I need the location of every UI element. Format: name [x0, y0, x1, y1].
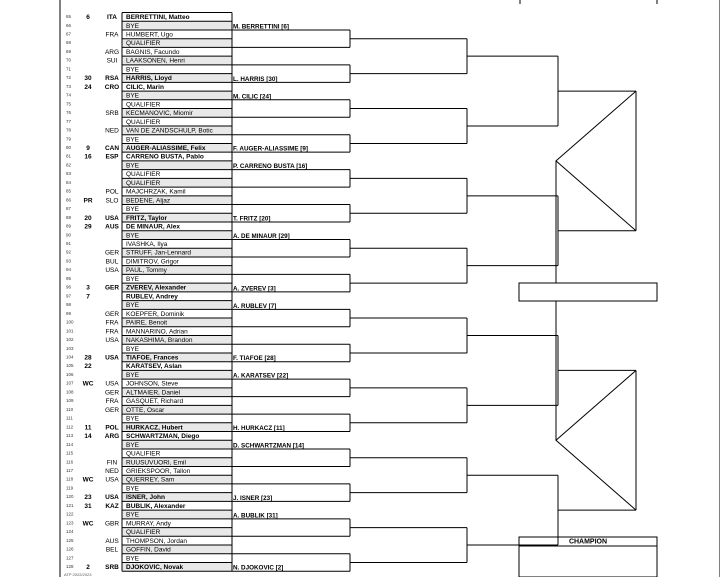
player-name: CILIC, Marin — [126, 83, 164, 91]
nationality-code: SUI — [106, 57, 118, 65]
nationality-code: ITA — [107, 14, 117, 22]
player-name: BYE — [126, 555, 140, 563]
draw-position: 92 — [66, 249, 72, 255]
draw-position: 123 — [66, 520, 74, 526]
draw-position: 117 — [66, 467, 74, 473]
seed-label: 31 — [84, 502, 92, 510]
draw-position: 88 — [66, 214, 72, 220]
draw-position: 71 — [66, 66, 72, 72]
second-round-winner: A. KARATSEV [22] — [233, 372, 289, 380]
second-round-winner: H. HURKACZ [11] — [233, 425, 285, 433]
draw-position: 74 — [66, 92, 72, 98]
player-name: BEDENE, Aljaz — [126, 197, 171, 205]
player-name: BYE — [126, 275, 140, 283]
player-name: OTTE, Oscar — [126, 406, 165, 414]
draw-position: 128 — [66, 564, 74, 570]
draw-position: 77 — [66, 118, 72, 124]
nationality-code: USA — [105, 494, 119, 502]
draw-position: 67 — [66, 31, 72, 37]
nationality-code: CRO — [104, 83, 120, 91]
draw-position: 68 — [66, 40, 72, 46]
second-round-winner: T. FRITZ [20] — [233, 215, 271, 223]
second-round-winner: F. AUGER-ALIASSIME [9] — [233, 145, 308, 153]
draw-position: 110 — [66, 406, 74, 412]
second-round-winner: A. BUBLIK [31] — [233, 512, 278, 520]
nationality-code: AUS — [105, 537, 119, 545]
player-name: BYE — [126, 302, 140, 310]
nationality-code: FRA — [105, 398, 119, 406]
player-name: GASQUET, Richard — [126, 398, 184, 406]
player-name: PAIRE, Benoit — [126, 319, 168, 327]
player-name: BYE — [126, 206, 140, 214]
draw-position: 105 — [66, 363, 74, 369]
nationality-code: SRB — [105, 110, 119, 118]
draw-position: 87 — [66, 206, 72, 212]
player-name: BYE — [126, 22, 140, 30]
player-name: BYE — [126, 162, 140, 170]
seed-label: 24 — [84, 83, 92, 91]
nationality-code: AUS — [105, 223, 119, 231]
player-name: MAJCHRZAK, Kamil — [126, 188, 186, 196]
player-name: DIMITROV, Grigor — [126, 258, 179, 266]
player-name: BYE — [126, 66, 140, 74]
nationality-code: SLO — [105, 197, 119, 205]
player-name: RUUSUVUORI, Emil — [126, 459, 186, 467]
draw-position: 118 — [66, 476, 74, 482]
draw-position: 80 — [66, 144, 72, 150]
second-round-winner: A. RUBLEV [7] — [233, 302, 277, 310]
player-row — [66, 503, 186, 510]
player-name: DJOKOVIC, Novak — [126, 564, 184, 572]
player-name: GRIEKSPOOR, Tallon — [126, 467, 191, 475]
seed-label: 3 — [86, 284, 90, 292]
player-name: THOMPSON, Jordan — [126, 537, 188, 545]
draw-position: 79 — [66, 136, 72, 142]
seed-label: 23 — [84, 494, 92, 502]
player-name: QUALIFIER — [126, 179, 161, 187]
draw-position: 95 — [66, 275, 72, 281]
nationality-code: NED — [105, 127, 119, 135]
nationality-code: POL — [105, 188, 119, 196]
player-name: CARRENO BUSTA, Pablo — [126, 153, 204, 161]
nationality-code: SRB — [105, 564, 119, 572]
draw-position: 109 — [66, 398, 74, 404]
player-name: VAN DE ZANDSCHULP, Botic — [126, 127, 213, 135]
player-name: QUALIFIER — [126, 450, 161, 458]
player-name: MANNARINO, Adrian — [126, 328, 188, 336]
seed-label: 11 — [84, 424, 92, 432]
draw-position: 124 — [66, 529, 74, 535]
nationality-code: USA — [105, 476, 119, 484]
draw-position: 96 — [66, 284, 72, 290]
player-name: GOFFIN, David — [126, 546, 171, 554]
nationality-code: USA — [105, 267, 119, 275]
nationality-code: GER — [104, 249, 120, 257]
seed-label: 28 — [84, 354, 92, 362]
seed-label: WC — [82, 520, 94, 528]
seed-label: WC — [82, 380, 94, 388]
player-name: BERRETTINI, Matteo — [126, 14, 190, 22]
draw-position: 113 — [66, 433, 74, 439]
nationality-code: ARG — [104, 48, 120, 56]
draw-position: 107 — [66, 380, 74, 386]
player-name: IVASHKA, Ilya — [126, 241, 168, 249]
seed-label: 6 — [86, 14, 90, 22]
player-name: LAAKSONEN, Henri — [126, 57, 185, 65]
draw-position: 83 — [66, 171, 72, 177]
draw-position: 70 — [66, 57, 72, 63]
player-name: MURRAY, Andy — [126, 520, 171, 528]
nationality-code: BUL — [105, 258, 119, 266]
player-name: DE MINAUR, Alex — [126, 223, 180, 231]
draw-position: 122 — [66, 511, 74, 517]
seed-label: WC — [82, 476, 94, 484]
draw-position: 115 — [66, 450, 74, 456]
player-name: FRITZ, Taylor — [126, 214, 168, 222]
player-name: TIAFOE, Frances — [126, 354, 179, 362]
player-row — [66, 433, 199, 440]
draw-position: 78 — [66, 127, 72, 133]
draw-position: 75 — [66, 101, 72, 107]
draw-position: 93 — [66, 258, 72, 264]
player-name: KARATSEV, Aslan — [126, 363, 182, 371]
draw-position: 126 — [66, 546, 74, 552]
draw-position: 125 — [66, 537, 74, 543]
seed-label: 7 — [86, 293, 90, 301]
player-name: BYE — [126, 511, 140, 519]
nationality-code: ARG — [104, 433, 120, 441]
player-name: BYE — [126, 232, 140, 240]
second-round-winner: F. TIAFOE [28] — [233, 355, 276, 363]
draw-position: 98 — [66, 302, 72, 308]
player-name: QUALIFIER — [126, 171, 161, 179]
seed-label: 20 — [84, 214, 92, 222]
player-name: BYE — [126, 345, 140, 353]
player-name: ISNER, John — [126, 494, 166, 502]
draw-position: 106 — [66, 371, 74, 377]
second-round-winner: P. CARRENO BUSTA [16] — [233, 163, 308, 171]
second-round-winner: D. SCHWARTZMAN [14] — [233, 442, 305, 450]
nationality-code: GER — [104, 406, 120, 414]
draw-position: 91 — [66, 241, 72, 247]
draw-position: 85 — [66, 188, 72, 194]
seed-label: PR — [83, 197, 93, 205]
draw-position: 94 — [66, 267, 72, 273]
player-name: KOEPFER, Dominik — [126, 310, 185, 318]
second-round-winner: M. BERRETTINI [6] — [233, 23, 289, 31]
draw-position: 121 — [66, 502, 74, 508]
player-name: BYE — [126, 136, 140, 144]
draw-position: 73 — [66, 83, 72, 89]
nationality-code: USA — [105, 214, 119, 222]
nationality-code: USA — [105, 337, 119, 345]
seed-label: 2 — [86, 564, 90, 572]
player-name: NAKASHIMA, Brandon — [126, 337, 193, 345]
player-name: QUALIFIER — [126, 118, 161, 126]
player-name: ALTMAIER, Daniel — [126, 389, 181, 397]
player-row — [66, 520, 172, 527]
draw-position: 89 — [66, 223, 72, 229]
draw-position: 99 — [66, 310, 72, 316]
nationality-code: FIN — [106, 459, 118, 467]
player-name: STRUFF, Jan-Lennard — [126, 249, 192, 257]
draw-position: 84 — [66, 179, 72, 185]
player-name: BAGNIS, Facundo — [126, 48, 180, 56]
second-round-winner: J. ISNER [23] — [233, 494, 273, 502]
player-name: KECMANOVIC, Miomir — [126, 110, 193, 118]
nationality-code: GER — [104, 284, 120, 292]
nationality-code: USA — [105, 354, 119, 362]
nationality-code: POL — [105, 424, 119, 432]
nationality-code: CAN — [104, 144, 120, 152]
draw-position: 120 — [66, 494, 74, 500]
seed-label: 9 — [86, 144, 90, 152]
draw-position: 108 — [66, 389, 74, 395]
player-name: HARRIS, Lloyd — [126, 75, 172, 83]
player-name: QUALIFIER — [126, 101, 161, 109]
champion-label: CHAMPION — [568, 538, 608, 546]
nationality-code: GER — [104, 389, 120, 397]
player-name: QUALIFIER — [126, 40, 161, 48]
draw-position: 104 — [66, 354, 74, 360]
second-round-winner: N. DJOKOVIC [2] — [233, 564, 284, 572]
nationality-code: FRA — [105, 31, 119, 39]
player-row — [66, 154, 204, 161]
draw-position: 90 — [66, 232, 72, 238]
second-round-winner: A. ZVEREV [3] — [233, 285, 276, 293]
nationality-code: USA — [105, 380, 119, 388]
player-name: QUERREY, Sam — [126, 476, 175, 484]
nationality-code: NED — [105, 467, 119, 475]
player-row — [66, 145, 206, 152]
draw-position: 112 — [66, 424, 74, 430]
draw-position: 72 — [66, 75, 72, 81]
nationality-code: GBR — [104, 520, 120, 528]
player-name: BYE — [126, 92, 140, 100]
player-name: BYE — [126, 441, 140, 449]
seed-label: 16 — [84, 153, 92, 161]
nationality-code: ESP — [105, 153, 119, 161]
draw-position: 127 — [66, 555, 74, 561]
nationality-code: FRA — [105, 328, 119, 336]
draw-position: 101 — [66, 328, 74, 334]
footer-text: ATP 2022/2023 — [64, 572, 92, 577]
player-name: SCHWARTZMAN, Diego — [126, 433, 200, 441]
nationality-code: FRA — [105, 319, 119, 327]
player-name: BYE — [126, 415, 140, 423]
second-round-winner: A. DE MINAUR [29] — [233, 232, 290, 240]
player-name: AUGER-ALIASSIME, Felix — [126, 144, 206, 152]
draw-position: 119 — [66, 485, 74, 491]
seed-label: 30 — [84, 75, 92, 83]
player-name: HURKACZ, Hubert — [126, 424, 183, 432]
draw-position: 100 — [66, 319, 74, 325]
player-name: PAUL, Tommy — [126, 267, 167, 275]
second-round-winner: L. HARRIS [30] — [233, 75, 278, 83]
draw-position: 69 — [66, 48, 72, 54]
draw-position: 116 — [66, 459, 74, 465]
draw-position: 86 — [66, 197, 72, 203]
player-name: BYE — [126, 485, 140, 493]
draw-position: 97 — [66, 293, 72, 299]
seed-label: 22 — [84, 363, 92, 371]
draw-position: 103 — [66, 345, 74, 351]
player-name: RUBLEV, Andrey — [126, 293, 178, 301]
seed-label: 29 — [84, 223, 92, 231]
draw-position: 66 — [66, 22, 72, 28]
nationality-code: RSA — [105, 75, 119, 83]
draw-position: 65 — [66, 14, 72, 20]
draw-position: 102 — [66, 337, 74, 343]
player-name: BUBLIK, Alexander — [126, 502, 186, 510]
player-name: HUMBERT, Ugo — [126, 31, 173, 39]
nationality-code: GER — [104, 310, 120, 318]
draw-position: 82 — [66, 162, 72, 168]
second-round-winner: M. CILIC [24] — [233, 93, 272, 101]
player-name: JOHNSON, Steve — [126, 380, 179, 388]
draw-position: 81 — [66, 153, 72, 159]
nationality-code: BEL — [105, 546, 119, 554]
player-name: BYE — [126, 371, 140, 379]
player-name: ZVEREV, Alexander — [126, 284, 187, 292]
seed-label: 14 — [84, 433, 92, 441]
player-name: QUALIFIER — [126, 529, 161, 537]
draw-position: 114 — [66, 441, 74, 447]
draw-position: 76 — [66, 110, 72, 116]
nationality-code: KAZ — [105, 502, 119, 510]
draw-position: 111 — [66, 415, 73, 421]
